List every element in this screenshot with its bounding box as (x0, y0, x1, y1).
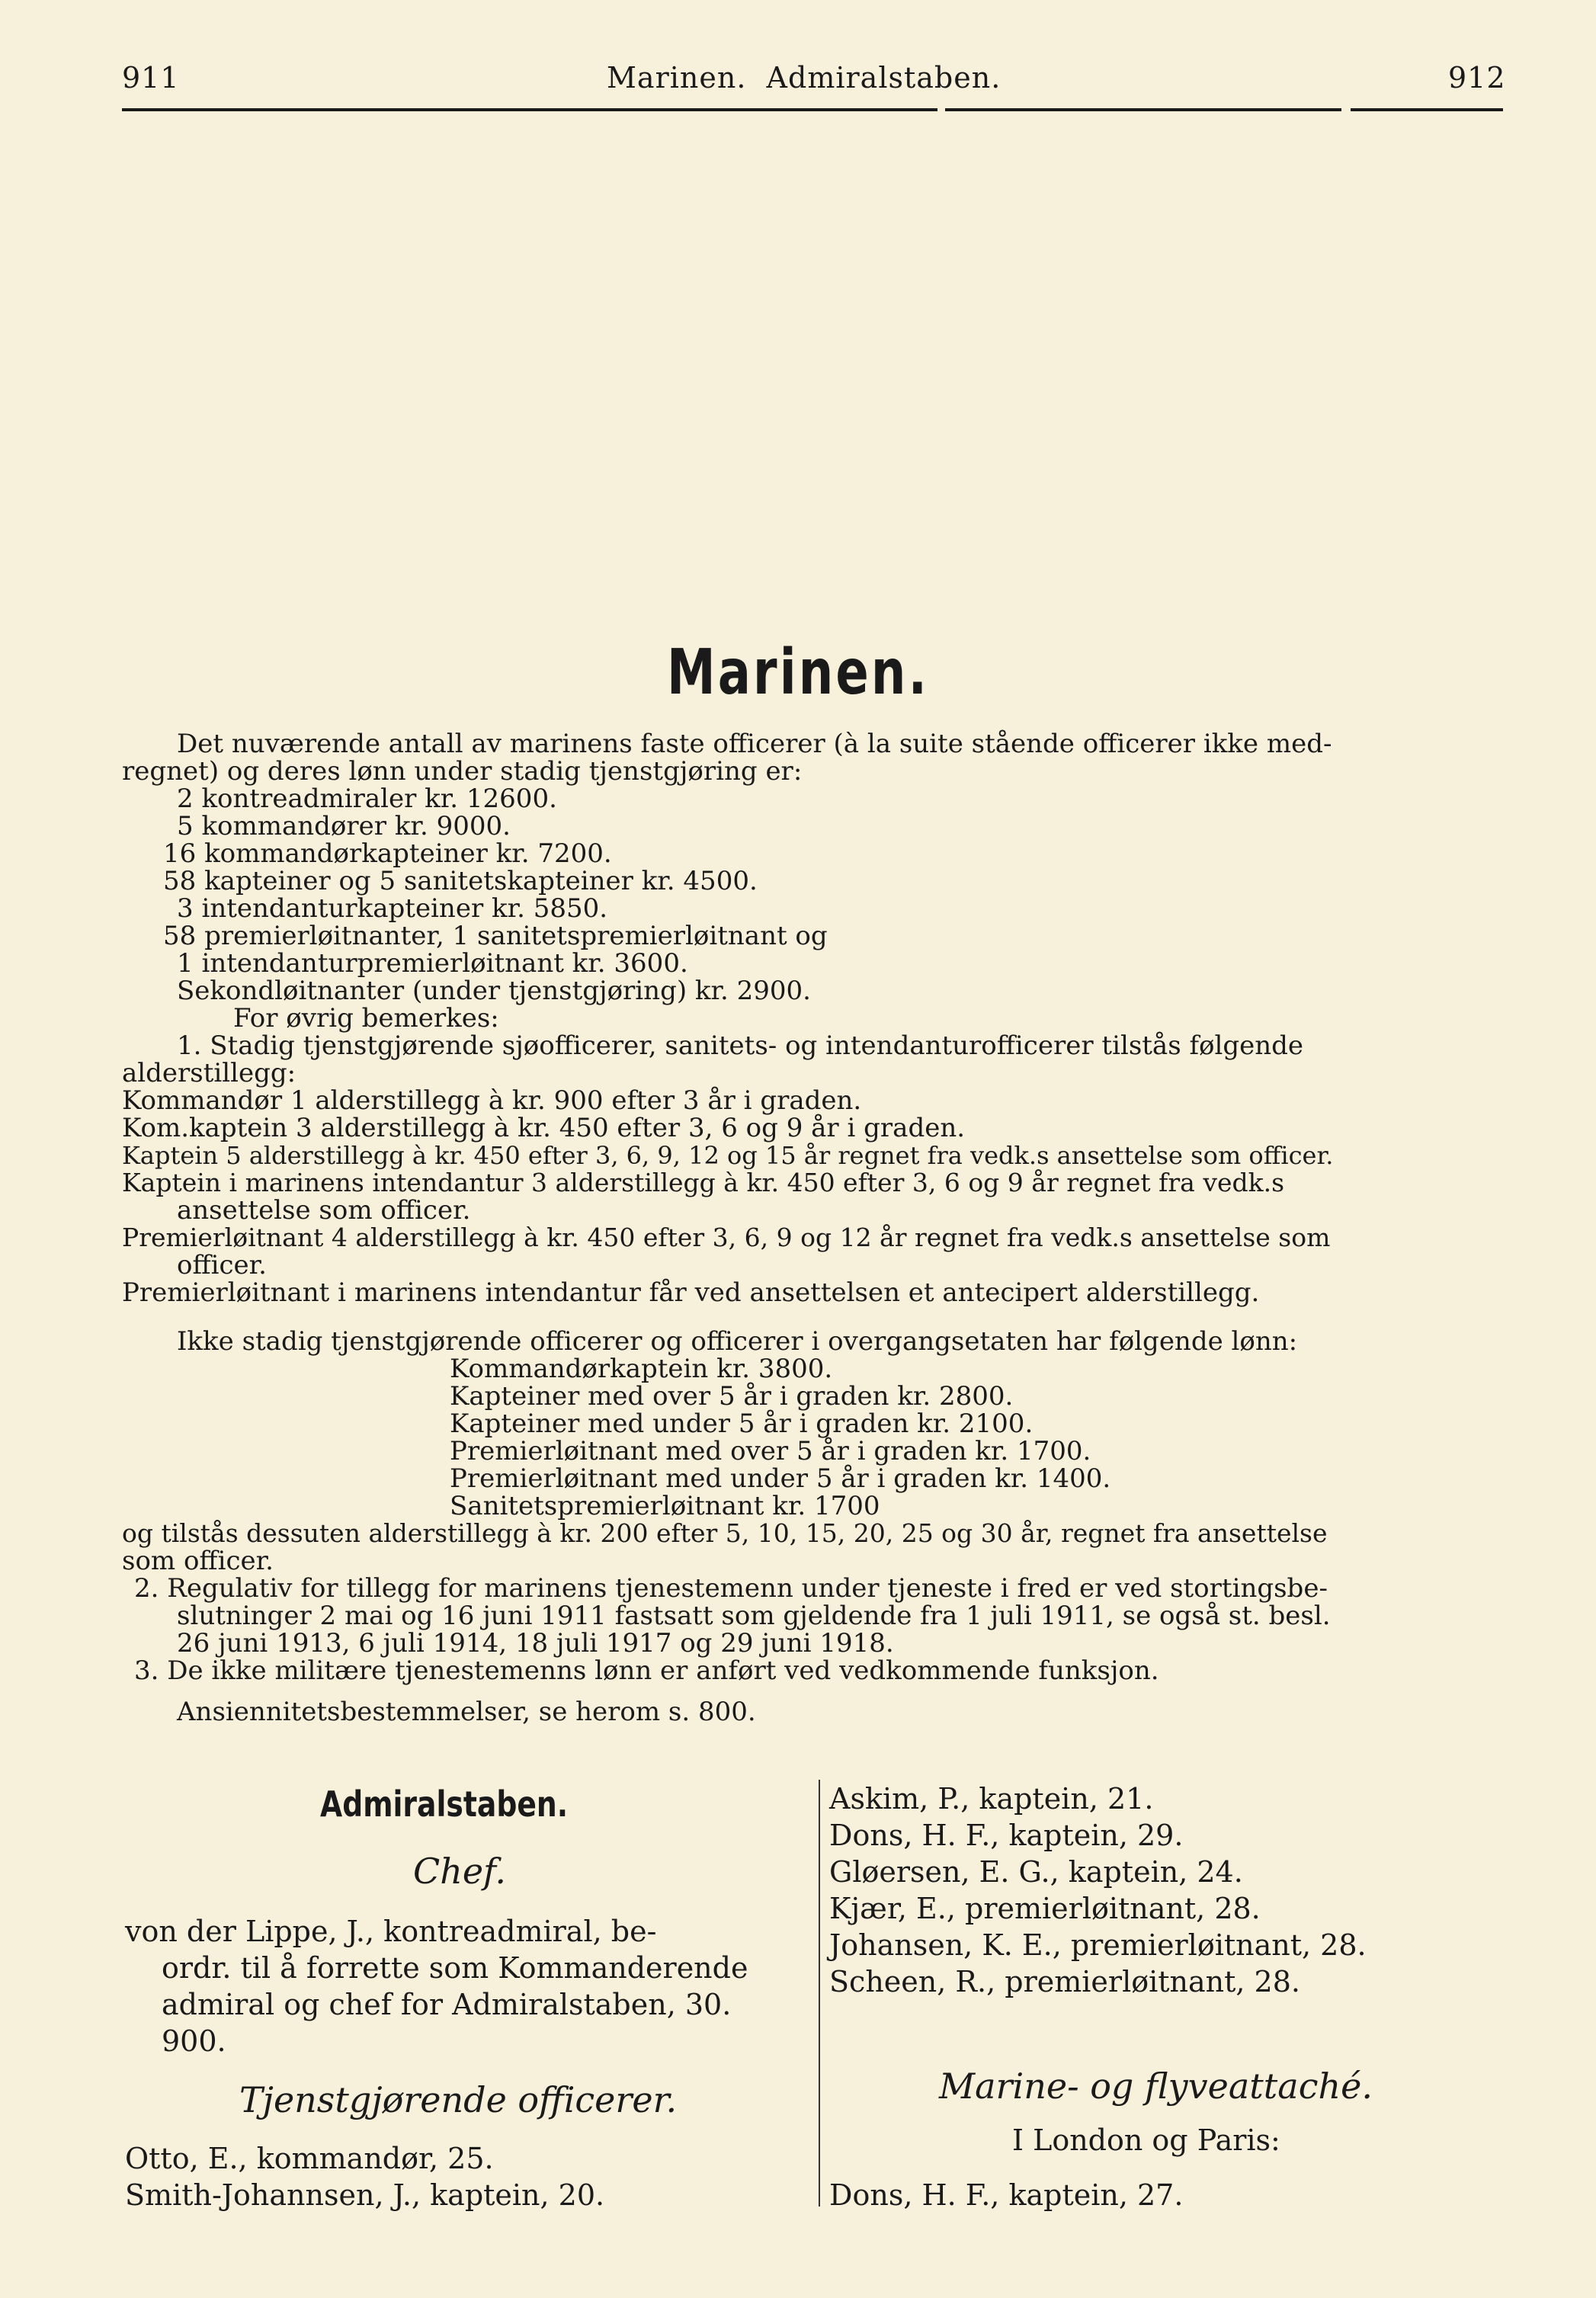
nonactive-line: Premierløitnant med under 5 år i graden kr. 1400. (450, 1463, 1111, 1494)
column-divider (819, 1780, 820, 2207)
nonactive-line: Kapteiner med under 5 år i graden kr. 2100. (450, 1409, 1034, 1439)
chef-line: ordr. til å forrette som Kommanderende (162, 1951, 748, 1985)
officer-entry: Gløersen, E. G., kaptein, 24. (829, 1855, 1243, 1889)
intro-line: Kommandør 1 alderstillegg à kr. 900 efter 3 år i graden. (122, 1085, 862, 1116)
intro-line: officer. (177, 1250, 267, 1280)
intro-line: ansettelse som officer. (177, 1195, 471, 1226)
intro-line: Kaptein 5 alderstillegg à kr. 450 efter 3, 6, 9, 12 og 15 år regnet fra vedk.s ansettelse som officer. (122, 1141, 1334, 1170)
nonactive-line: Ansiennitetsbestemmelser, se herom s. 800. (177, 1697, 756, 1727)
attache-heading: Marine- og flyveattaché. (939, 2066, 1373, 2107)
intro-line: 3 intendanturkapteiner kr. 5850. (177, 893, 608, 924)
officer-entry: Smith-Johannsen, J., kaptein, 20. (125, 2178, 605, 2212)
intro-line: 58 kapteiner og 5 sanitetskapteiner kr. 4500. (163, 866, 758, 896)
intro-line: Det nuværende antall av marinens faste officerer (à la suite stående officerer ikke med- (177, 729, 1332, 759)
admiralstaben-heading: Admiralstaben. (320, 1784, 569, 1825)
attache-location: I London og Paris: (1012, 2123, 1280, 2157)
officer-entry: Kjær, E., premierløitnant, 28. (829, 1892, 1261, 1925)
officer-entry: Otto, E., kommandør, 25. (125, 2142, 494, 2175)
intro-line: regnet) og deres lønn under stadig tjenstgjøring er: (122, 756, 803, 787)
intro-line: 1. Stadig tjenstgjørende sjøofficerer, sanitets- og intendanturofficerer tilstås følgende (177, 1030, 1304, 1061)
intro-line: For øvrig bemerkes: (233, 1003, 499, 1034)
running-title: Marinen. Admiralstaben. (607, 61, 1002, 95)
officer-entry: Askim, P., kaptein, 21. (829, 1782, 1154, 1816)
officers-heading: Tjenstgjørende officerer. (239, 2079, 678, 2120)
intro-line: Premierløitnant i marinens intendantur får ved ansettelsen et antecipert alderstillegg. (122, 1277, 1260, 1308)
intro-line: 2 kontreadmiraler kr. 12600. (177, 784, 557, 814)
intro-line: 1 intendanturpremierløitnant kr. 3600. (177, 948, 688, 979)
nonactive-line: Kommandørkaptein kr. 3800. (450, 1354, 833, 1384)
nonactive-line: 26 juni 1913, 6 juli 1914, 18 juli 1917 og 29 juni 1918. (177, 1628, 894, 1659)
intro-line: Kaptein i marinens intendantur 3 alderstillegg à kr. 450 efter 3, 6 og 9 år regnet fra vedk.s (122, 1168, 1285, 1197)
nonactive-line: og tilstås dessuten alderstillegg à kr. 200 efter 5, 10, 15, 20, 25 og 30 år, regnet fra ansettelse (122, 1518, 1328, 1548)
page-number-left: 911 (122, 61, 180, 95)
page-number-right: 912 (1448, 61, 1506, 95)
header-rule-center (945, 108, 1341, 111)
nonactive-line: Ikke stadig tjenstgjørende officerer og officerer i overgangsetaten har følgende lønn: (177, 1326, 1298, 1357)
nonactive-line: 2. Regulativ for tillegg for marinens tjenestemenn under tjeneste i fred er ved stortingsbe- (134, 1573, 1328, 1604)
attache-entry: Dons, H. F., kaptein, 27. (829, 2178, 1184, 2212)
nonactive-line: Premierløitnant med over 5 år i graden kr. 1700. (450, 1436, 1091, 1466)
intro-line: alderstillegg: (122, 1058, 296, 1088)
header-rule-left (122, 108, 937, 111)
header-rule-right (1351, 108, 1503, 111)
page-title: Marinen. (667, 636, 929, 709)
chef-heading: Chef. (413, 1851, 507, 1892)
nonactive-line: som officer. (122, 1546, 274, 1576)
officer-entry: Dons, H. F., kaptein, 29. (829, 1819, 1184, 1852)
chef-line: von der Lippe, J., kontreadmiral, be- (125, 1915, 657, 1948)
chef-line: 900. (162, 2024, 226, 2058)
intro-line: Sekondløitnanter (under tjenstgjøring) kr. 2900. (177, 976, 811, 1006)
intro-line: Kom.kaptein 3 alderstillegg à kr. 450 efter 3, 6 og 9 år i graden. (122, 1113, 966, 1143)
intro-line: 5 kommandører kr. 9000. (177, 811, 511, 841)
nonactive-line: Kapteiner med over 5 år i graden kr. 2800. (450, 1381, 1014, 1412)
nonactive-line: Sanitetspremierløitnant kr. 1700 (450, 1491, 880, 1521)
chef-line: admiral og chef for Admiralstaben, 30. (162, 1988, 732, 2021)
nonactive-line: slutninger 2 mai og 16 juni 1911 fastsatt som gjeldende fra 1 juli 1911, se også st. besl. (177, 1601, 1331, 1631)
officer-entry: Scheen, R., premierløitnant, 28. (829, 1965, 1300, 1998)
officer-entry: Johansen, K. E., premierløitnant, 28. (829, 1928, 1367, 1962)
intro-line: Premierløitnant 4 alderstillegg à kr. 450 efter 3, 6, 9 og 12 år regnet fra vedk.s ansettelse som (122, 1223, 1331, 1252)
intro-line: 16 kommandørkapteiner kr. 7200. (163, 838, 612, 869)
nonactive-line: 3. De ikke militære tjenestemenns lønn er anført ved vedkommende funksjon. (134, 1655, 1159, 1686)
intro-line: 58 premierløitnanter, 1 sanitetspremierløitnant og (163, 921, 828, 951)
